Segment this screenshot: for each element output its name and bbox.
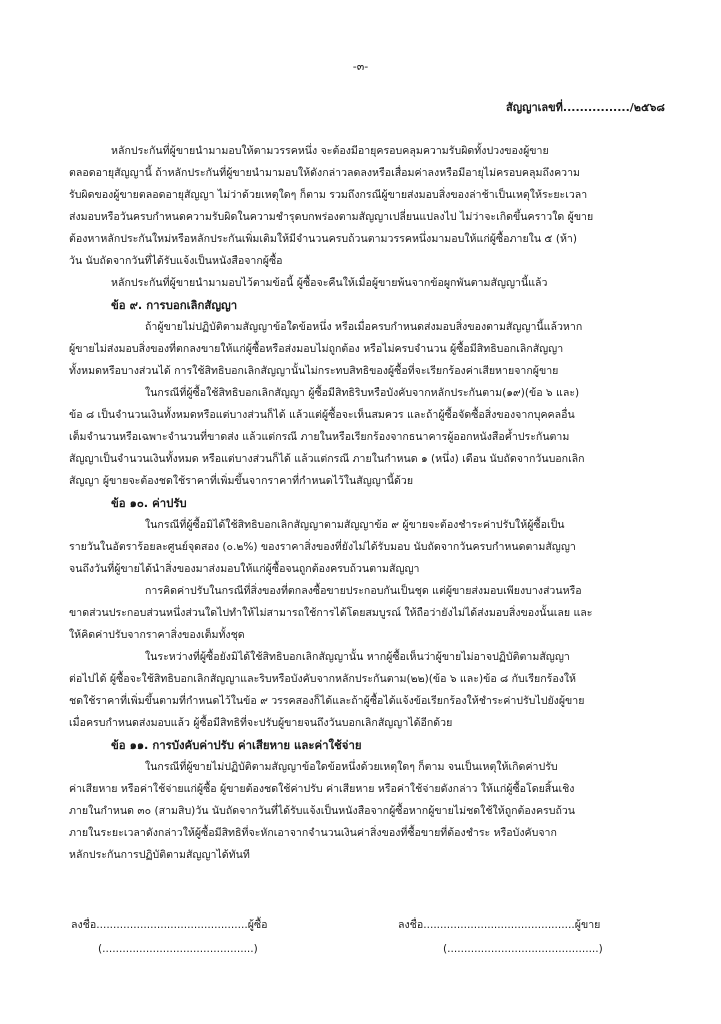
para1-line: วัน นับถัดจากวันที่ได้รับแจ้งเป็นหนังสือจากผู้ซื้อ (69, 255, 283, 267)
para1-line: ตลอดอายุสัญญานี้ ถ้าหลักประกันที่ผู้ขายนำมามอบให้ดังกล่าวลดลงหรือเสื่อมค่าลงหรือมีอายุไม่ครอบคลุมถึงความ (69, 167, 581, 179)
clause11-line: ในกรณีที่ผู้ขายไม่ปฏิบัติตามสัญญาข้อใดข้อหนึ่งด้วยเหตุใดๆ ก็ตาม จนเป็นเหตุให้เกิดค่าปรับ (145, 761, 558, 773)
clause10-line: การคิดค่าปรับในกรณีที่สิ่งของที่ตกลงซื้อขายประกอบกันเป็นชุด แต่ผู้ขายส่งมอบเพียงบางส่วนหรือ (145, 585, 582, 597)
para1-line: ส่งมอบหรือวันครบกำหนดความรับผิดในความชำรุดบกพร่องตามสัญญาเปลี่ยนแปลงไป ไม่ว่าจะเกิดขึ้นคราวใด ผู้ขาย (69, 211, 594, 223)
para2: หลักประกันที่ผู้ขายนำมามอบไว้ตามข้อนี้ ผู้ซื้อจะคืนให้เมื่อผู้ขายพ้นจากข้อผูกพันตามสัญญานี้แล้ว (111, 277, 548, 289)
clause10-title: ข้อ ๑๐. ค่าปรับ (111, 496, 187, 510)
seller-signature-line: ลงชื่อ.............................................ผู้ขาย (398, 919, 601, 931)
contract-number: สัญญาเลขที่................/๒๕๖๘ (506, 101, 665, 114)
clause10-line: ต่อไปได้ ผู้ซื้อจะใช้สิทธิบอกเลิกสัญญาและริบหรือบังคับจากหลักประกันตาม(๒๒)(ข้อ ๖ และ)ข้อ ๘ กับเรียกร้องให้ (69, 673, 577, 685)
clause9-line: สัญญาเป็นจำนวนเงินทั้งหมด หรือแต่บางส่วนก็ได้ แล้วแต่กรณี ภายในกำหนด ๑ (หนึ่ง) เดือน นับถัดจากวันบอกเลิก (69, 453, 585, 465)
seller-name-line: (.............................................) (443, 943, 603, 955)
buyer-name-line: (.............................................) (98, 943, 258, 955)
clause9-line: สัญญา ผู้ขายจะต้องชดใช้ราคาที่เพิ่มขึ้นจากราคาที่กำหนดไว้ในสัญญานี้ด้วย (69, 475, 414, 487)
clause10-line: ชดใช้ราคาที่เพิ่มขึ้นตามที่กำหนดไว้ในข้อ ๙ วรรคสองก็ได้และถ้าผู้ซื้อได้แจ้งข้อเรียกร้องให้ชำระค่าปรับไปยังผู้ขาย (69, 695, 585, 707)
para1-line: หลักประกันที่ผู้ขายนำมามอบให้ตามวรรคหนึ่ง จะต้องมีอายุครอบคลุมความรับผิดทั้งปวงของผู้ขาย (111, 145, 549, 157)
clause9-title: ข้อ ๙. การบอกเลิกสัญญา (111, 298, 238, 312)
clause11-line: ค่าเสียหาย หรือค่าใช้จ่ายแก่ผู้ซื้อ ผู้ขายต้องชดใช้ค่าปรับ ค่าเสียหาย หรือค่าใช้จ่ายดังกล่าว ให้แก่ผู้ซื้อโดยสิ้นเชิง (69, 783, 575, 795)
clause10-line: ในระหว่างที่ผู้ซื้อยังมิได้ใช้สิทธิบอกเลิกสัญญานั้น หากผู้ซื้อเห็นว่าผู้ขายไม่อาจปฏิบัติตามสัญญา (145, 651, 570, 663)
clause10-line: ให้คิดค่าปรับจากราคาสิ่งของเต็มทั้งชุด (69, 629, 245, 641)
clause9-line: ข้อ ๘ เป็นจำนวนเงินทั้งหมดหรือแต่บางส่วนก็ได้ แล้วแต่ผู้ซื้อจะเห็นสมควร และถ้าผู้ซื้อจัดซื้อสิ่งของจากบุคคลอื่น (69, 409, 575, 421)
clause9-line: ถ้าผู้ขายไม่ปฏิบัติตามสัญญาข้อใดข้อหนึ่ง หรือเมื่อครบกำหนดส่งมอบสิ่งของตามสัญญานี้แล้วหาก (145, 321, 583, 333)
clause11-line: ภายในระยะเวลาดังกล่าวให้ผู้ซื้อมีสิทธิที่จะหักเอาจากจำนวนเงินค่าสิ่งของที่ซื้อขายที่ต้องชำระ หรือบังคับจาก (69, 827, 557, 839)
clause11-line: หลักประกันการปฏิบัติตามสัญญาได้ทันที (69, 849, 250, 861)
clause9-line: ในกรณีที่ผู้ซื้อใช้สิทธิบอกเลิกสัญญา ผู้ซื้อมีสิทธิริบหรือบังคับจากหลักประกันตาม(๑๙)(ข้อ ๖ และ) (145, 387, 580, 399)
clause10-line: รายวันในอัตราร้อยละศูนย์จุดสอง (๐.๒%) ของราคาสิ่งของที่ยังไม่ได้รับมอบ นับถัดจากวันครบกำหนดตามสัญญา (69, 541, 576, 553)
page-number: -๓- (352, 60, 369, 73)
clause10-line: จนถึงวันที่ผู้ขายได้นำสิ่งของมาส่งมอบให้แก่ผู้ซื้อจนถูกต้องครบถ้วนตามสัญญา (69, 563, 420, 575)
buyer-signature-line: ลงชื่อ.............................................ผู้ซื้อ (71, 919, 268, 931)
clause10-line: ในกรณีที่ผู้ซื้อมิได้ใช้สิทธิบอกเลิกสัญญาตามสัญญาข้อ ๙ ผู้ขายจะต้องชำระค่าปรับให้ผู้ซื้อเป็น (145, 519, 565, 531)
clause9-line: ทั้งหมดหรือบางส่วนได้ การใช้สิทธิบอกเลิกสัญญานั้นไม่กระทบสิทธิของผู้ซื้อที่จะเรียกร้องค่าเสียหายจากผู้ขาย (69, 365, 559, 377)
clause11-line: ภายในกำหนด ๓๐ (สามสิบ)วัน นับถัดจากวันที่ได้รับแจ้งเป็นหนังสือจากผู้ซื้อหากผู้ขายไม่ชดใช้ให้ถูกต้องครบถ้วน (69, 805, 576, 817)
clause9-line: ผู้ขายไม่ส่งมอบสิ่งของที่ตกลงขายให้แก่ผู้ซื้อหรือส่งมอบไม่ถูกต้อง หรือไม่ครบจำนวน ผู้ซื้อมีสิทธิบอกเลิกสัญญา (69, 343, 564, 355)
clause9-line: เต็มจำนวนหรือเฉพาะจำนวนที่ขาดส่ง แล้วแต่กรณี ภายในหรือเรียกร้องจากธนาคารผู้ออกหนังสือค้ำประกันตาม (69, 431, 570, 443)
para1-line: ต้องหาหลักประกันใหม่หรือหลักประกันเพิ่มเติมให้มีจำนวนครบถ้วนตามวรรคหนึ่งมามอบให้แก่ผู้ซื้อภายใน ๕ (ห้า) (69, 233, 578, 245)
para1-line: รับผิดของผู้ขายตลอดอายุสัญญา ไม่ว่าด้วยเหตุใดๆ ก็ตาม รวมถึงกรณีผู้ขายส่งมอบสิ่งของล่าช้าเป็นเหตุให้ระยะเวลา (69, 189, 588, 201)
clause10-line: ขาดส่วนประกอบส่วนหนึ่งส่วนใดไปทำให้ไม่สามารถใช้การได้โดยสมบูรณ์ ให้ถือว่ายังไม่ได้ส่งมอบสิ่งของนั้นเลย และ (69, 607, 593, 619)
clause10-line: เมื่อครบกำหนดส่งมอบแล้ว ผู้ซื้อมีสิทธิที่จะปรับผู้ขายจนถึงวันบอกเลิกสัญญาได้อีกด้วย (69, 717, 453, 729)
clause11-title: ข้อ ๑๑. การบังคับค่าปรับ ค่าเสียหาย และค่าใช้จ่าย (111, 738, 362, 752)
